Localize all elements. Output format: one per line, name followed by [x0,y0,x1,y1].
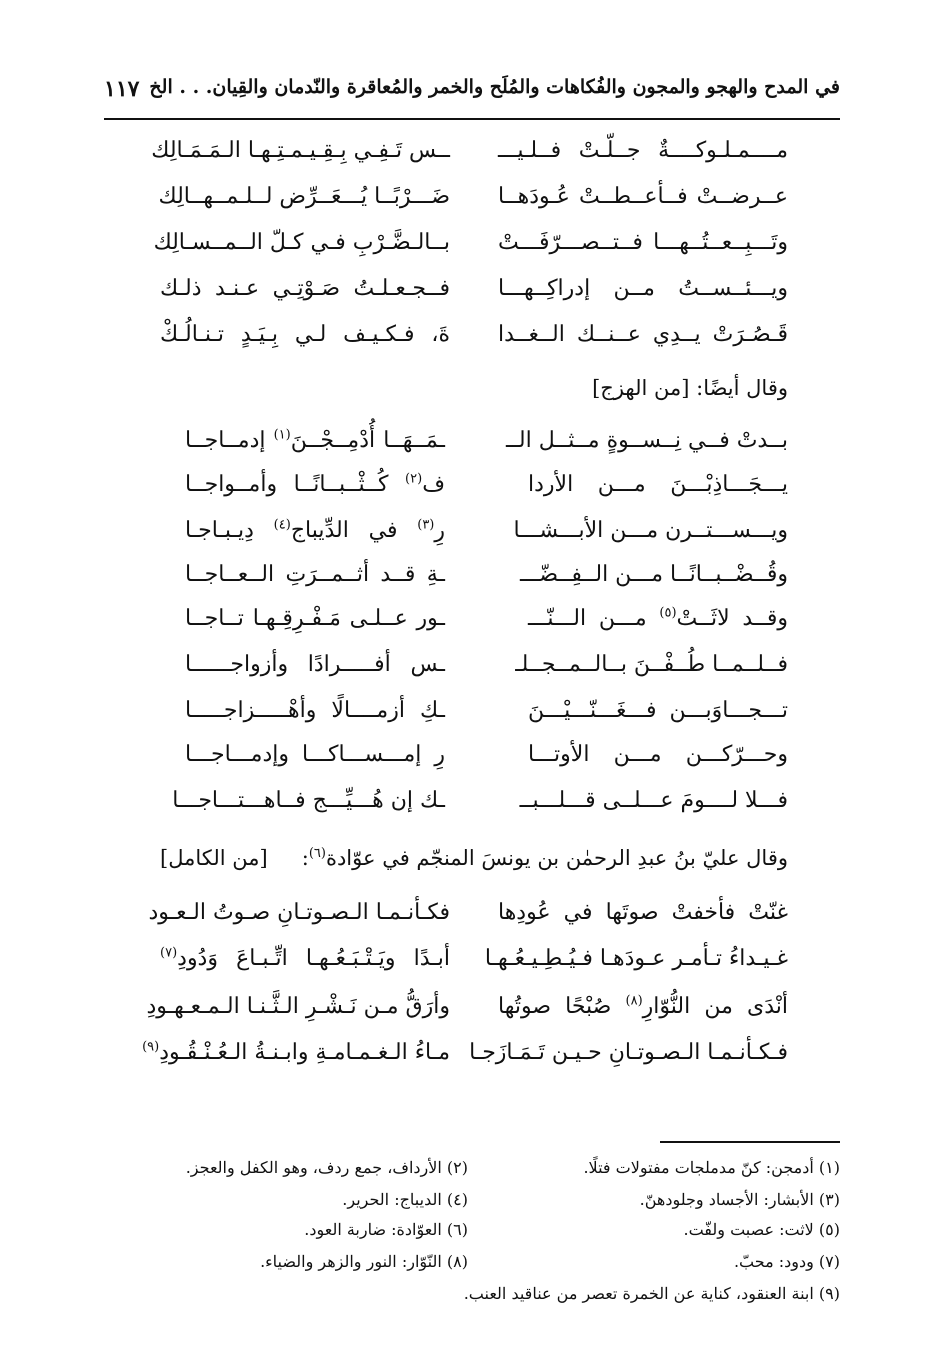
header-rule [104,118,840,120]
verse-line [160,428,788,468]
hemistich-first: فـــلا لــــومَ عـــلــى قـــلـــبــ [519,788,788,813]
poem-meter: [من الكامل] [160,846,268,870]
verse-line [160,606,788,646]
poem-intro: وقال أيضًا: [من الهزج] [592,376,788,400]
verse-line [148,900,788,940]
verse-line [160,472,788,512]
hemistich-second: أبـدًا ويَـتْـبَـعُـهـا اتِّـبـاعَ وَدُودِ$^{(٧)}$ [160,945,450,971]
verse-line [160,276,788,316]
hemistich-first: ويـــئــســتُ مــن إدراكِــهـــا [498,276,788,301]
verse-line [153,230,788,270]
header-title: في المدح والهجو والمجون والفُكاهات والمُلَح والخمر والمُعاقرة والنّدمان والقِيان. . . الخ [149,76,840,98]
hemistich-second: ف$^{(٢)}$ كُــثْــبــانًــا وأمــواجــا [185,471,445,497]
hemistich-first: وحـــرّكـــن مـــن الأوتـــا [528,742,788,767]
footnote: (٨) النّوّار: النور والزهر والضياء. [260,1252,468,1271]
verse-line [160,184,788,224]
hemistich-second: وأرَقُّ مـن نَـشْـرِ الـثَّـنـا الـمـعـهـودِ [146,994,450,1019]
footnote: (٥) لاثت: عصبت ولفّت. [683,1220,840,1239]
footnote-ref: (٤) [273,517,291,533]
footnote-ref: (٢) [405,471,423,487]
hemistich-first: يـــجَـــاذِبْـــنَ مـــن الأردا [528,472,788,497]
hemistich-first: فـكـأنـمـا الـصـوتـانِ حـيـن تَـمَـازَجـا [469,1040,788,1065]
footnote: (١) أدمجن: كنّ مدملجات مفتولات فتلًا. [583,1158,840,1177]
hemistich-first: وقُــضْــبــانًــا مـــن الــفِــضّـــ [520,562,788,587]
footnote: (٤) الديباج: الحرير. [342,1190,468,1209]
footnote: (٦) العوّادة: ضاربة العود. [304,1220,468,1239]
footnote: (٧) ودود: محبّ. [733,1252,840,1271]
verse-line [146,993,788,1034]
footnote-ref: (٨) [625,993,643,1009]
poem-intro: وقال عليّ بنُ عبدِ الرحمٰن بن يونسَ المنجّم في عوّادة$^{(٦)}$: [من الكامل] [160,846,788,870]
hemistich-second: رِ$^{(٣)}$ في الدِّيباج$^{(٤)}$ دِيـبـاجـا [185,517,445,543]
hemistich-first: مــــمـلـوكــــةٌ جــلّـتْ فــلـيـــ [498,138,788,163]
footnote: (٢) الأرداف، جمع ردف، وهو الكفل والعجز. [185,1158,468,1177]
hemistich-second: رِ إمـــســـاكـــا وإدمـــاجـــا [185,742,445,767]
hemistich-second: ضَـــرْبًــا يُـــعَــرِّض لــلـمــهــالِك [158,184,450,209]
hemistich-second: ـكِ أزمــــالًا وأهْـــــزاجـــــا [185,698,445,723]
hemistich-second: ــس تَـفِـي بِـقِـيـمـتِـهـا الـمَـمَـالِك [151,138,450,163]
hemistich-second: ـةِ قــد أثــمــرَتِ الــعــاجــا [185,562,445,587]
hemistich-second: مـاءُ الـغـمـامـةِ وابـنـةُ الـعُـنْـقُـودِ$^{(٩)}$ [142,1039,450,1065]
hemistich-first: غـيـداءُ تـأمـر عـودَهـا فـيُـطِـيـعُـهـا [484,946,788,971]
footnote-rule [660,1141,840,1143]
verse-line [160,562,788,602]
verse-line [160,742,788,782]
verse-line [142,1039,788,1080]
verse-line [160,698,788,738]
footnote-ref: (٩) [142,1039,160,1055]
hemistich-first: ويـــســـتــرن مـــن الأبـــشـــا [513,518,788,543]
hemistich-first: فــلــمــا طُــفْــنَ بــالــمــجــلـ [515,652,788,677]
footnote: (٩) ابنة العنقود، كناية عن الخمرة تعصر من عناقيد العنب. [463,1284,840,1303]
hemistich-first: عــرضــتْ فــأعــطــتْ عُـودَهــا [498,184,788,209]
page-number: ١١٧ [104,76,140,102]
footnote-ref: (٧) [160,945,178,961]
footnote-ref: (٥) [659,605,677,621]
hemistich-first: بــدتْ فــي نِــســوةٍ مــثــل الــ [506,428,788,453]
hemistich-second: ةَ، فـكـيـف لـي بِـيَـدٍ تـنـالُـكْ [160,322,450,347]
hemistich-first: قَـصُـرَتْ يــدِي عــنــك الــغــدا [498,322,788,347]
verse-line [160,946,788,986]
hemistich-first: أنْدَى من النُّوّارِ$^{(٨)}$ صُبْحًا صوتُها [498,993,788,1019]
hemistich-second: ـس أفـــــرادًا وأزواجــــــا [185,652,445,677]
verse-line [160,652,788,692]
footnote-ref: (٣) [417,517,435,533]
hemistich-second: فكـأنـمـا الـصـوتـانِ صـوتُ الـعـود [148,900,450,925]
hemistich-second: ـك إن هُـــيِّـــج فــاهـــتـــاجـــا [172,788,445,813]
hemistich-second: فــجـعـلـتُ صَـوْتِـي عـنـد ذلـك [160,276,450,301]
footnote: (٣) الأبشار: الأجساد وجلودهنّ. [639,1190,840,1209]
hemistich-first: تـــجـــاوَبـــن فـــغَـــنّـــيْـــنَ [528,698,788,723]
hemistich-second: ـور عــلـى مَـفْـرِقِـهـا تــاجــا [185,606,445,631]
verse-line [160,322,788,362]
verse-line [151,138,788,178]
verse-line [160,518,788,558]
running-header [104,76,840,116]
hemistich-first: غنّتْ فأخفتْ صوتَها في عُودِها [498,900,788,925]
hemistich-second: بــالـضَّـرْبِ فـي كـلّ الــمــسـالِك [153,230,450,255]
hemistich-first: وتَـــبِــعــتُــهـــا فــتــصـــرّفَـــتْ [498,230,788,255]
footnote-ref: (٦) [308,846,326,861]
hemistich-first: وقــد لاثَــتْ$^{(٥)}$ مـــن الـــنّـــ [528,605,788,631]
footnote-ref: (١) [273,427,291,443]
hemistich-second: ـمَــهَــا أُدْمِــجْــنَ$^{(١)}$ إدمــاجــا [185,427,445,453]
verse-line [160,788,788,828]
